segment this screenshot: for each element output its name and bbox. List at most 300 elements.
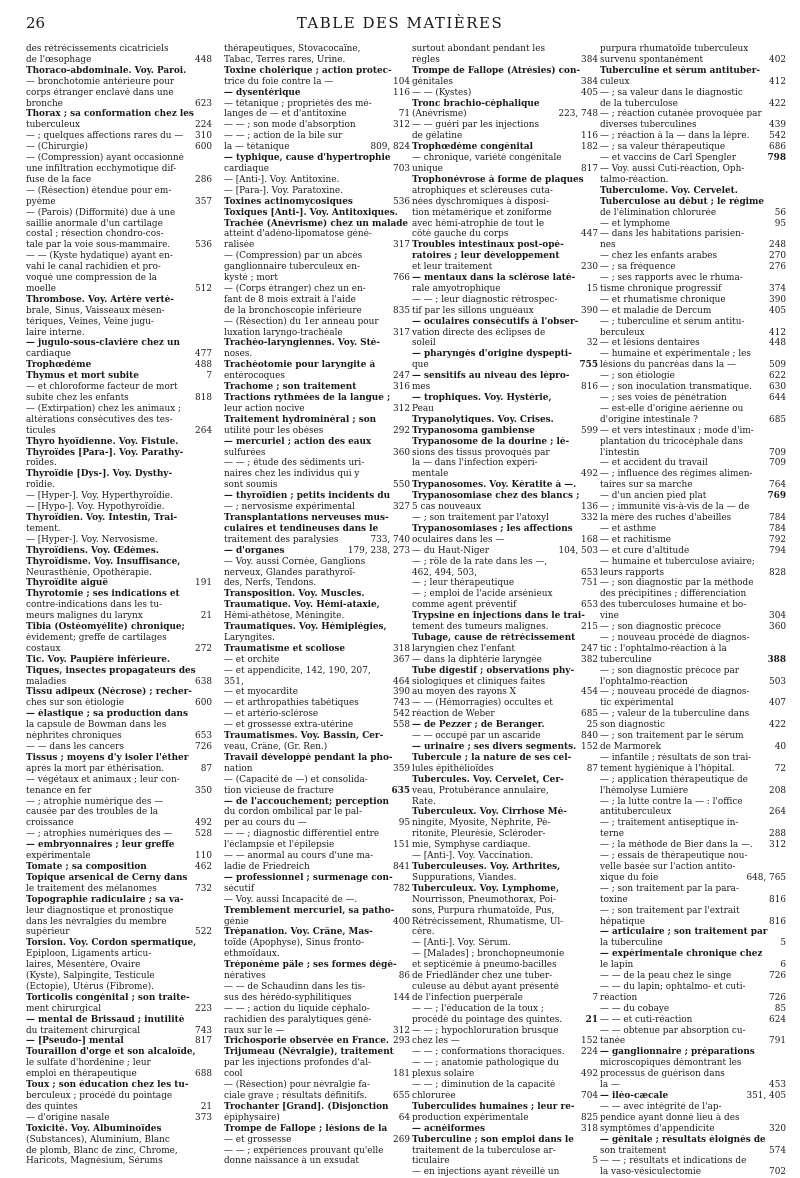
entry-page-number: 21 <box>585 1014 598 1025</box>
entry-page-number: 312 <box>769 840 786 851</box>
entry-page-number: 726 <box>769 992 786 1003</box>
entry-text: ritonite, Pleurésie, Scléroder- <box>412 829 546 840</box>
entry-text: règles <box>412 54 440 65</box>
entry-text: tale par la voie sous-mammaire. <box>26 240 171 251</box>
entry-text: utilité pour les obèses <box>224 425 324 436</box>
entry-text: saillie anormale d'un cartilage <box>26 218 163 229</box>
index-entry <box>26 786 212 797</box>
index-entry <box>26 317 212 328</box>
entry-text: tement. <box>26 523 61 534</box>
entry-page-number: 818 <box>195 393 212 403</box>
entry-text: maladies <box>26 676 67 687</box>
entry-page-number: 264 <box>769 807 786 818</box>
entry-page-number: 816 <box>769 916 786 927</box>
entry-page-number: 317 <box>393 327 410 338</box>
index-entry <box>600 535 786 546</box>
entry-text: et septicémie à pneumo-bacilles <box>412 960 557 971</box>
index-entry <box>412 764 598 775</box>
index-entry <box>26 480 212 491</box>
entry-text: Toxiques [Anti-]. Voy. Antitoxiques. <box>224 207 398 218</box>
entry-page-number: 644 <box>769 393 786 403</box>
index-entry <box>224 1058 410 1069</box>
entry-text: — ; son inoculation transmatique. <box>600 382 752 393</box>
entry-text: — chronique, variété congénitale <box>412 153 562 164</box>
entry-page-number: 542 <box>393 709 410 720</box>
index-entry <box>600 622 786 633</box>
entry-text: — (Chirurgie) <box>26 142 88 153</box>
entry-page-number: 784 <box>769 512 786 523</box>
entry-page-number: 72 <box>774 763 786 774</box>
index-entry <box>26 469 212 480</box>
index-entry <box>26 720 212 731</box>
entry-page-number: 743 <box>195 1025 212 1036</box>
index-entry <box>224 917 410 928</box>
index-entry <box>224 415 410 426</box>
entry-text: — ; sa fréquence <box>600 262 676 273</box>
index-entry <box>26 840 212 851</box>
index-entry <box>224 502 410 513</box>
entry-text: génie <box>224 916 249 927</box>
entry-page-number: 223, 748 <box>558 109 598 120</box>
index-entry <box>26 698 212 709</box>
entry-page-number: 405 <box>769 305 786 316</box>
entry-text: Traitement hydrominéral ; son <box>224 414 377 425</box>
index-entry <box>600 295 786 306</box>
entry-text: entérocoques <box>224 371 285 382</box>
entry-page-number: 686 <box>769 142 786 153</box>
entry-page-number: 402 <box>769 54 786 65</box>
entry-text: — (Extirpation) chez les animaux ; <box>26 403 181 414</box>
entry-text: tement des tumeurs malignes. <box>412 622 549 633</box>
index-entry <box>224 851 410 862</box>
entry-page-number: 116 <box>393 87 410 98</box>
index-entry <box>600 480 786 491</box>
index-entry <box>412 546 598 557</box>
index-entry <box>412 469 598 480</box>
entry-text: chez les — <box>412 1036 460 1047</box>
entry-text: Trompe de Fallope ; lésions de la <box>224 1123 388 1134</box>
entry-text: du traitement chirurgical <box>26 1025 141 1036</box>
index-entry <box>224 306 410 317</box>
entry-text: par les injections profondes d'al- <box>224 1058 372 1069</box>
entry-text: — — ; diagnostic différentiel entre <box>224 829 380 840</box>
index-entry <box>600 219 786 230</box>
index-entry <box>412 109 598 120</box>
entry-text: — mercuriel ; action des eaux <box>224 436 372 447</box>
index-entry <box>26 393 212 404</box>
entry-page-number: 825 <box>581 1112 598 1123</box>
entry-text: mie, Symphyse cardiaque. <box>412 840 531 851</box>
entry-text: Suppurations, Viandes. <box>412 872 517 883</box>
index-entry <box>224 393 410 404</box>
index-entry <box>412 578 598 589</box>
entry-text: rale amyotrophique <box>412 283 501 294</box>
entry-text: processus de guérison dans <box>600 1069 725 1080</box>
index-entry <box>26 644 212 655</box>
entry-page-number: 367 <box>393 654 410 665</box>
entry-page-number: 709 <box>769 447 786 458</box>
entry-page-number: 7 <box>206 371 212 382</box>
entry-text: Trophonévrose à forme de plaques <box>412 174 584 185</box>
index-entry <box>600 88 786 99</box>
index-entry <box>26 458 212 469</box>
entry-text: — ; son diagnostic précoce <box>600 622 721 633</box>
entry-text: Tomate ; sa composition <box>26 861 147 872</box>
entry-text: la mère des ruches d'abeilles <box>600 512 732 523</box>
index-entry <box>412 633 598 644</box>
entry-text: ladie de Friedreich <box>224 861 310 872</box>
entry-text: Trachome ; son traitement <box>224 382 357 393</box>
index-entry <box>600 666 786 677</box>
entry-text: Traumatique. Voy. Hémi-ataxie, <box>224 600 380 611</box>
index-entry <box>412 611 598 622</box>
index-entry <box>412 666 598 677</box>
entry-page-number: 152 <box>581 742 598 752</box>
index-entry <box>600 502 786 513</box>
index-entry <box>412 568 598 579</box>
index-entry <box>26 927 212 938</box>
entry-text: — humaine et expérimentale ; les <box>600 349 751 360</box>
entry-text: — et grossesse extra-utérine <box>224 720 354 731</box>
index-entry <box>600 1091 786 1102</box>
entry-text: veau, Crâne, (Gr. Ren.) <box>224 742 328 752</box>
entry-page-number: 7 <box>592 992 598 1003</box>
entry-page-number: 703 <box>393 163 410 174</box>
entry-text: Trochanter [Grand]. (Disjonction <box>224 1101 389 1112</box>
entry-text: Trachée (Anévrisme) chez un malade <box>224 218 409 229</box>
entry-page-number: 71 <box>398 109 410 120</box>
index-entry <box>224 175 410 186</box>
entry-text: Tiques, insectes propagateurs des <box>26 665 196 676</box>
index-entry <box>600 1167 786 1178</box>
entry-text: — [Hypo-]. Voy. Hypothyroïdie. <box>26 502 165 513</box>
entry-text: dans les névralgies du membre <box>26 916 167 927</box>
index-entry <box>224 458 410 469</box>
index-entry <box>412 949 598 960</box>
entry-text: traitement des paralysies <box>224 534 339 545</box>
entry-text: — — ; l'éducation de la toux ; <box>412 1003 544 1014</box>
entry-text: — ; la méthode de Bier dans la —. <box>600 840 753 851</box>
entry-text: — ; essais de thérapeutique nou- <box>600 851 748 862</box>
entry-text: — [Hyper-]. Voy. Nervosisme. <box>26 534 158 545</box>
entry-text: — ; traitement antiseptique in- <box>600 818 739 829</box>
entry-text: supérieur <box>26 927 70 938</box>
index-entry <box>600 306 786 317</box>
entry-text: — — ; anatomie pathologique du <box>412 1058 559 1069</box>
index-entry <box>412 775 598 786</box>
entry-text: toïde (Apophyse), Sinus fronto- <box>224 938 364 949</box>
entry-text: — — ; expériences prouvant qu'elle <box>224 1145 384 1156</box>
entry-text: Thoraco-abdominale. Voy. Paroi. <box>26 65 187 76</box>
entry-text: l'hémolyse Lumière <box>600 785 689 796</box>
index-entry <box>600 208 786 219</box>
entry-text: atrophiques et scléreuses cuta- <box>412 185 553 196</box>
entry-text: mes <box>412 382 431 393</box>
entry-text: Tuberculeux. Voy. Lymphome, <box>412 883 560 894</box>
entry-page-number: 558 <box>393 720 410 731</box>
entry-text: — Voy. aussi Cornée, Ganglions <box>224 556 366 567</box>
index-entry <box>600 437 786 448</box>
entry-page-number: 95 <box>398 818 410 829</box>
index-entry <box>412 306 598 317</box>
index-entry <box>412 120 598 131</box>
entry-text: — trophiques. Voy. Hystérie, <box>412 393 552 403</box>
entry-text: des précipitines ; différenciation <box>600 589 747 600</box>
entry-text: — typhique, cause d'hypertrophie <box>224 153 391 164</box>
index-entry <box>224 960 410 971</box>
index-entry <box>600 99 786 110</box>
index-entry <box>224 88 410 99</box>
entry-text: — — (Kystes) <box>412 87 472 98</box>
entry-text: moelle <box>26 283 56 294</box>
entry-text: — ; sa valeur thérapeutique <box>600 142 726 153</box>
entry-text: — ; la lutte contre la — : l'office <box>600 796 743 807</box>
index-entry <box>26 262 212 273</box>
index-entry <box>412 1113 598 1124</box>
entry-text: tion vicieuse de fracture <box>224 785 334 796</box>
index-entry <box>26 589 212 600</box>
entry-text: Tremblement mercuriel, sa patho- <box>224 905 395 916</box>
index-entry <box>26 807 212 818</box>
entry-page-number: 286 <box>195 174 212 185</box>
index-entry <box>224 600 410 611</box>
entry-text: Traumatiques. Voy. Hémiplégies, <box>224 622 387 633</box>
index-entry <box>600 917 786 928</box>
entry-text: comme agent préventif <box>412 600 517 611</box>
entry-text: Toux ; son éducation chez les tu- <box>26 1080 189 1091</box>
entry-text: tisme chronique progressif <box>600 283 722 294</box>
entry-text: leur diagnostique et pronostique <box>26 905 174 916</box>
index-entry <box>224 349 410 360</box>
index-entry <box>224 328 410 339</box>
index-entry <box>600 524 786 535</box>
index-entry <box>412 131 598 142</box>
entry-text: production expérimentale <box>412 1112 529 1123</box>
entry-text: — (Compression) ayant occasionné <box>26 153 184 164</box>
index-entry <box>224 131 410 142</box>
entry-text: — ; nouveau procédé de diagnos- <box>600 632 750 643</box>
index-entry <box>224 1113 410 1124</box>
entry-text: unique <box>412 163 443 174</box>
entry-text: Toxines actinomycosiques <box>224 196 353 207</box>
entry-text: — ganglionnaire ; préparations <box>600 1047 755 1058</box>
entry-text: — et maladie de Dercum <box>600 305 712 316</box>
entry-text: tenance en fer <box>26 785 92 796</box>
index-entry <box>412 382 598 393</box>
index-entry <box>224 884 410 895</box>
index-entry <box>26 895 212 906</box>
index-entry <box>224 142 410 153</box>
entry-text: — dans les habitations parisien- <box>600 229 744 240</box>
index-entry <box>412 448 598 459</box>
entry-text: au moyen des rayons X <box>412 687 516 698</box>
entry-text: des quintes <box>26 1101 78 1112</box>
index-entry <box>224 971 410 982</box>
entry-text: laire interne. <box>26 327 85 338</box>
entry-text: Torticolis congénital ; son traite- <box>26 992 190 1003</box>
index-entry <box>600 840 786 851</box>
entry-text: Torsion. Voy. Cordon spermatique, <box>26 938 197 949</box>
index-entry <box>412 698 598 709</box>
entry-text: fuse de la face <box>26 174 92 185</box>
entry-text: — [Anti-]. Voy. Sérum. <box>412 938 511 949</box>
entry-text: — et asthme <box>600 523 657 534</box>
entry-page-number: 622 <box>769 371 786 382</box>
entry-page-number: 350 <box>195 785 212 796</box>
entry-text: Trompe de Fallope (Atrésies) con- <box>412 65 581 76</box>
entry-text: — d'organes <box>224 545 285 556</box>
index-entry <box>26 491 212 502</box>
index-entry <box>412 153 598 164</box>
entry-text: — — ; diminution de la capacité <box>412 1080 556 1091</box>
entry-page-number: 726 <box>195 742 212 752</box>
index-entry <box>26 448 212 459</box>
entry-text: — ; nervosisme expérimental <box>224 502 355 513</box>
entry-page-number: 56 <box>774 207 786 218</box>
index-entry <box>412 906 598 917</box>
index-entry <box>26 426 212 437</box>
index-entry <box>600 829 786 840</box>
index-entry <box>600 371 786 382</box>
entry-page-number: 272 <box>195 643 212 654</box>
index-entry <box>26 88 212 99</box>
index-entry <box>412 44 598 55</box>
entry-text: meurs malignes du larynx <box>26 611 143 622</box>
entry-text: tic expérimental <box>600 698 674 709</box>
entry-text: la tuberculine <box>600 938 663 949</box>
entry-text: — professionnel ; surmenage con- <box>224 872 393 883</box>
index-entry <box>26 229 212 240</box>
entry-text: culeuse au début ayant présenté <box>412 981 559 992</box>
entry-text: de l'élimination chlorurée <box>600 207 717 218</box>
index-entry <box>600 186 786 197</box>
index-entry <box>412 66 598 77</box>
entry-page-number: 653 <box>581 600 598 611</box>
index-entry <box>224 262 410 273</box>
entry-text: Tuberculides humaines ; leur re- <box>412 1101 575 1112</box>
index-entry <box>224 949 410 960</box>
entry-text: Thyroïdien. Voy. Intestin, Trai- <box>26 512 178 523</box>
entry-text: raux sur le — <box>224 1025 285 1036</box>
entry-text: noses. <box>224 349 253 360</box>
entry-page-number: 264 <box>195 425 212 436</box>
entry-page-number: 270 <box>769 251 786 262</box>
entry-text: survenu spontanément <box>600 54 704 65</box>
entry-text: — [Para-]. Voy. Paratoxine. <box>224 185 344 196</box>
entry-page-number: 247 <box>581 643 598 654</box>
entry-text: — — obtenue par absorption cu- <box>600 1025 746 1036</box>
entry-text: Tissus ; moyens d'y isoler l'éther <box>26 752 189 763</box>
index-entry <box>224 1102 410 1113</box>
index-entry <box>600 142 786 153</box>
index-entry <box>600 1026 786 1037</box>
entry-page-number: 40 <box>774 742 786 752</box>
entry-text: la capsule de Bowman dans les <box>26 720 167 731</box>
entry-page-number: 791 <box>769 1036 786 1047</box>
entry-text: — (Parois) (Difformité) due à une <box>26 207 176 218</box>
index-entry <box>412 262 598 273</box>
index-entry <box>412 709 598 720</box>
entry-page-number: 288 <box>769 829 786 840</box>
index-entry <box>412 480 598 491</box>
entry-text: Troubles intestinaux post-opé- <box>412 240 564 251</box>
entry-text: — de l'accouchement; perception <box>224 796 390 807</box>
index-entry <box>26 77 212 88</box>
index-entry <box>600 338 786 349</box>
index-entry <box>412 1026 598 1037</box>
page-title: TABLE DES MATIÈRES <box>296 14 504 32</box>
entry-text: — — guéri par les injections <box>412 120 539 131</box>
index-entry <box>224 524 410 535</box>
entry-text: langes de — et d'antitoxine <box>224 109 347 120</box>
index-entry <box>224 186 410 197</box>
index-entry <box>412 175 598 186</box>
entry-text: Tic. Voy. Paupière inférieure. <box>26 654 170 665</box>
index-entry <box>600 557 786 568</box>
index-entry <box>26 208 212 219</box>
entry-page-number: 809, 824 <box>370 142 410 153</box>
index-entry <box>600 742 786 753</box>
entry-text: — oculaires consécutifs à l'obser- <box>412 316 579 327</box>
index-entry <box>26 415 212 426</box>
index-entry <box>26 557 212 568</box>
index-entry <box>26 775 212 786</box>
index-entry <box>224 66 410 77</box>
index-entry <box>412 502 598 513</box>
index-entry <box>412 142 598 153</box>
index-entry <box>600 426 786 437</box>
index-entry <box>412 524 598 535</box>
index-entry <box>224 1004 410 1015</box>
entry-text: expérimentale <box>26 851 91 862</box>
index-entry <box>600 949 786 960</box>
entry-page-number: 269 <box>393 1134 410 1145</box>
index-entry <box>412 797 598 808</box>
index-entry <box>412 938 598 949</box>
entry-text: — expérimentale chronique chez <box>600 949 763 960</box>
entry-text: (Ectopie), Utérus (Fibrome). <box>26 981 155 992</box>
entry-text: — est-elle d'origine aérienne ou <box>600 403 744 414</box>
entry-text: l'éclampsie et l'épilepsie <box>224 840 335 851</box>
entry-text: 5 cas nouveaux <box>412 502 482 513</box>
index-entry <box>412 927 598 938</box>
entry-page-number: 248 <box>769 240 786 251</box>
entry-page-number: 492 <box>581 469 598 480</box>
entry-page-number: 447 <box>581 229 598 240</box>
entry-text: — Voy. aussi Incapacité de —. <box>224 894 358 905</box>
entry-text: Thrombose. Voy. Artère verté- <box>26 294 174 305</box>
index-entry <box>26 960 212 971</box>
entry-text: Nourrisson, Pneumothorax, Poi- <box>412 894 556 905</box>
index-entry <box>600 731 786 742</box>
index-entry <box>412 208 598 219</box>
entry-text: Tractions rythmées de la langue ; <box>224 393 391 403</box>
entry-text: Tuberculine et sérum antituber- <box>600 65 761 76</box>
index-entry <box>26 993 212 1004</box>
index-entry <box>412 1091 598 1102</box>
entry-text: Neurasthénie, Opothérapie. <box>26 567 152 578</box>
index-entry <box>412 371 598 382</box>
index-entry <box>26 371 212 382</box>
index-entry <box>412 786 598 797</box>
entry-text: Tissu adipeux (Nécrose) ; recher- <box>26 687 192 698</box>
index-entry <box>600 1069 786 1080</box>
entry-text: — — de la peau chez le singe <box>600 971 732 982</box>
entry-text: des rétrécissements cicatriciels <box>26 44 169 54</box>
entry-text: nératives <box>224 971 266 982</box>
entry-text: per au cours du — <box>224 818 307 829</box>
index-entry <box>600 764 786 775</box>
